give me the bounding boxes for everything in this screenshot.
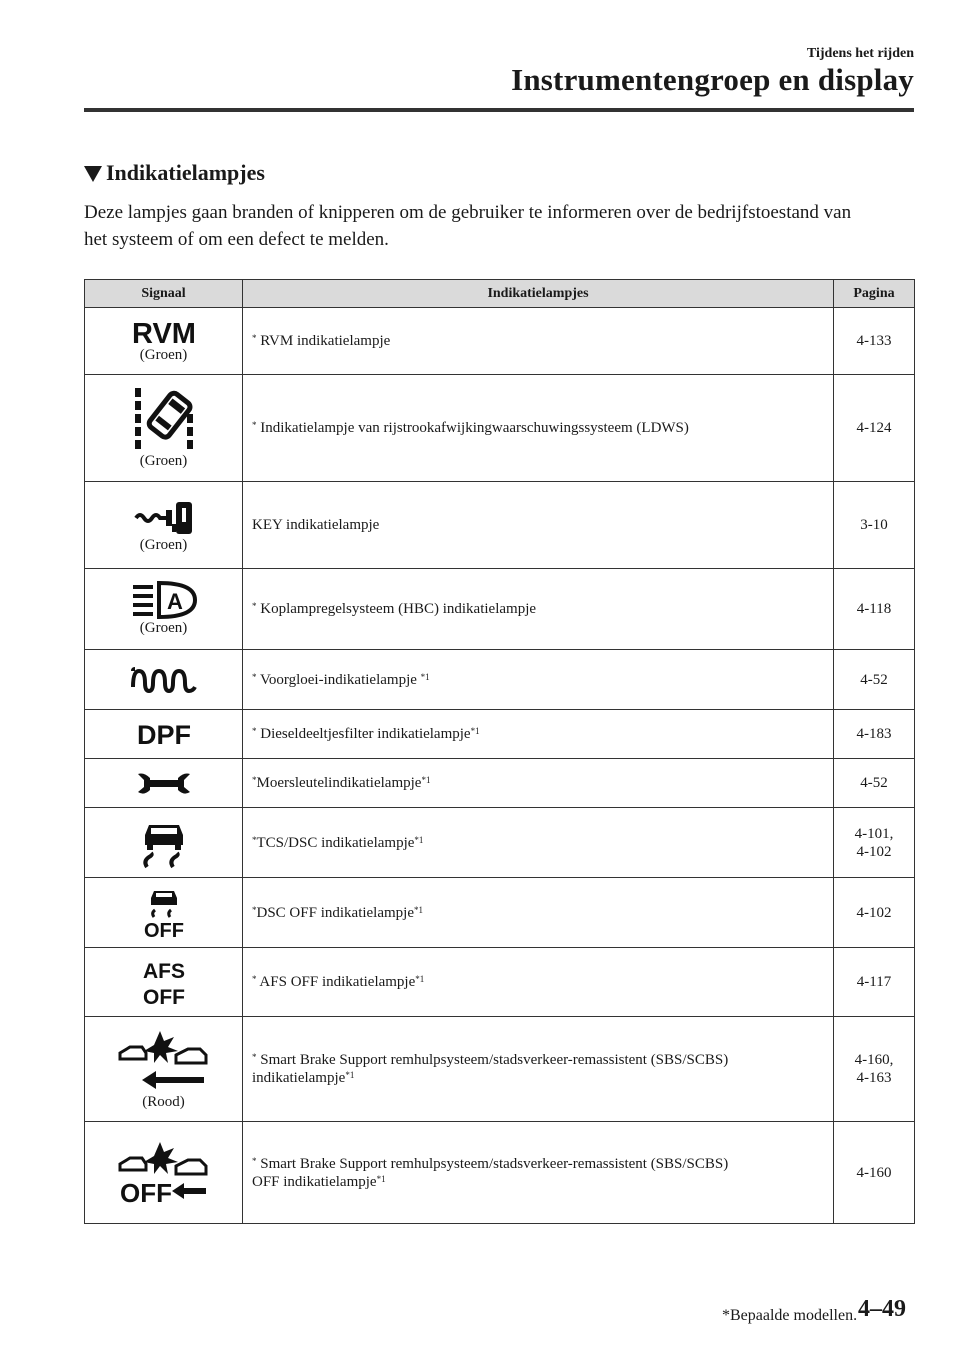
- glow-plug-icon: [129, 665, 199, 695]
- section-title: Indikatielampjes: [106, 160, 265, 185]
- svg-text:AFS: AFS: [142, 960, 185, 983]
- table-row: [85, 375, 915, 482]
- tcs-dsc-icon: [139, 817, 189, 869]
- table-row: [85, 948, 915, 1017]
- dsc-off-icon: [134, 887, 194, 939]
- signal-cell: [85, 482, 243, 569]
- page-ref: 4-101, 4-102: [834, 808, 915, 878]
- page-ref: 3-10: [834, 482, 915, 569]
- table-header-row: [85, 280, 915, 308]
- signal-color: (Rood): [142, 1094, 185, 1110]
- signal-color: (Groen): [139, 537, 188, 553]
- svg-text:OFF: OFF: [119, 1177, 172, 1206]
- signal-cell: [85, 759, 243, 808]
- indicator-table: [84, 279, 915, 1224]
- smart-brake-support-icon: [116, 1027, 212, 1093]
- signal-cell: [85, 569, 243, 650]
- header-signal: Signaal: [85, 280, 243, 308]
- signal-cell: [85, 375, 243, 482]
- indicator-description: * Smart Brake Support remhulpsysteem/stadsverkeer-remassistent (SBS/SCBS) OFF indikatielampje$^{*1}$: [243, 1122, 834, 1224]
- table-row: [85, 710, 915, 759]
- signal-color: (Groen): [139, 347, 188, 363]
- running-header-title: Instrumentengroep en display: [511, 62, 914, 97]
- table-row: [85, 1122, 915, 1224]
- svg-text:RVM: RVM: [131, 318, 196, 346]
- signal-color: (Groen): [139, 453, 188, 469]
- header-rule: [84, 108, 914, 112]
- dpf-icon: [124, 720, 204, 748]
- indicator-description: * Indikatielampje van rijstrookafwijkingwaarschuwingssysteem (LDWS): [243, 375, 834, 482]
- rvm-icon: [124, 318, 204, 346]
- key-icon: [132, 496, 196, 536]
- intro-paragraph: Deze lampjes gaan branden of knipperen om de gebruiker te informeren over de bedrijfstoestand van het systeem of om een defect te melden.: [84, 202, 852, 250]
- smart-brake-support-off-icon: [116, 1140, 212, 1206]
- table-row: [85, 569, 915, 650]
- indicator-description: * Koplampregelsysteem (HBC) indikatielampje: [243, 569, 834, 650]
- svg-text:OFF: OFF: [143, 919, 184, 939]
- signal-cell: [85, 710, 243, 759]
- section-heading: [84, 160, 265, 186]
- signal-color: (Groen): [139, 620, 188, 636]
- page-ref: 4-160: [834, 1122, 915, 1224]
- signal-cell: [85, 878, 243, 948]
- indicator-description: * Dieseldeeltjesfilter indikatielampje$^{*1}$: [243, 710, 834, 759]
- indicator-description: * Smart Brake Support remhulpsysteem/stadsverkeer-remassistent (SBS/SCBS) indikatielampje$^{*1}$: [243, 1017, 834, 1122]
- page-ref: 4-52: [834, 650, 915, 710]
- table-row: [85, 650, 915, 710]
- header-indicator: Indikatielampjes: [243, 280, 834, 308]
- indicator-description: *DSC OFF indikatielampje$^{*1}$: [243, 878, 834, 948]
- footnote: *Bepaalde modellen.: [722, 1307, 858, 1324]
- table-row: [85, 759, 915, 808]
- high-beam-control-icon: [129, 581, 199, 619]
- page-ref: 4-52: [834, 759, 915, 808]
- wrench-icon: [136, 770, 192, 796]
- header-page: Pagina: [834, 280, 915, 308]
- page-ref: 4-118: [834, 569, 915, 650]
- indicator-description: * RVM indikatielampje: [243, 308, 834, 375]
- indicator-description: *Moersleutelindikatielampje$^{*1}$: [243, 759, 834, 808]
- table-row: [85, 482, 915, 569]
- page-ref: 4-183: [834, 710, 915, 759]
- svg-text:OFF: OFF: [142, 986, 185, 1008]
- indicator-description: * AFS OFF indikatielampje$^{*1}$: [243, 948, 834, 1017]
- table-row: [85, 878, 915, 948]
- triangle-bullet-icon: [84, 166, 102, 182]
- signal-cell: [85, 650, 243, 710]
- svg-text:DPF: DPF: [136, 720, 191, 748]
- table-row: [85, 1017, 915, 1122]
- signal-cell: [85, 948, 243, 1017]
- afs-off-icon: [134, 956, 194, 1008]
- page-ref: 4-102: [834, 878, 915, 948]
- table-row: [85, 308, 915, 375]
- indicator-description: * Voorgloei-indikatielampje $^{*1}$: [243, 650, 834, 710]
- indicator-description: *TCS/DSC indikatielampje$^{*1}$: [243, 808, 834, 878]
- svg-text:A: A: [166, 589, 183, 614]
- page-ref: 4-117: [834, 948, 915, 1017]
- lane-departure-icon: [129, 386, 199, 452]
- signal-cell: [85, 1122, 243, 1224]
- page-number: 4–49: [858, 1296, 906, 1322]
- page-ref: 4-124: [834, 375, 915, 482]
- running-header-section: Tijdens het rijden: [806, 46, 914, 61]
- signal-cell: [85, 1017, 243, 1122]
- page-ref: 4-160, 4-163: [834, 1017, 915, 1122]
- indicator-description: KEY indikatielampje: [243, 482, 834, 569]
- signal-cell: [85, 308, 243, 375]
- signal-cell: [85, 808, 243, 878]
- page-ref: 4-133: [834, 308, 915, 375]
- table-row: [85, 808, 915, 878]
